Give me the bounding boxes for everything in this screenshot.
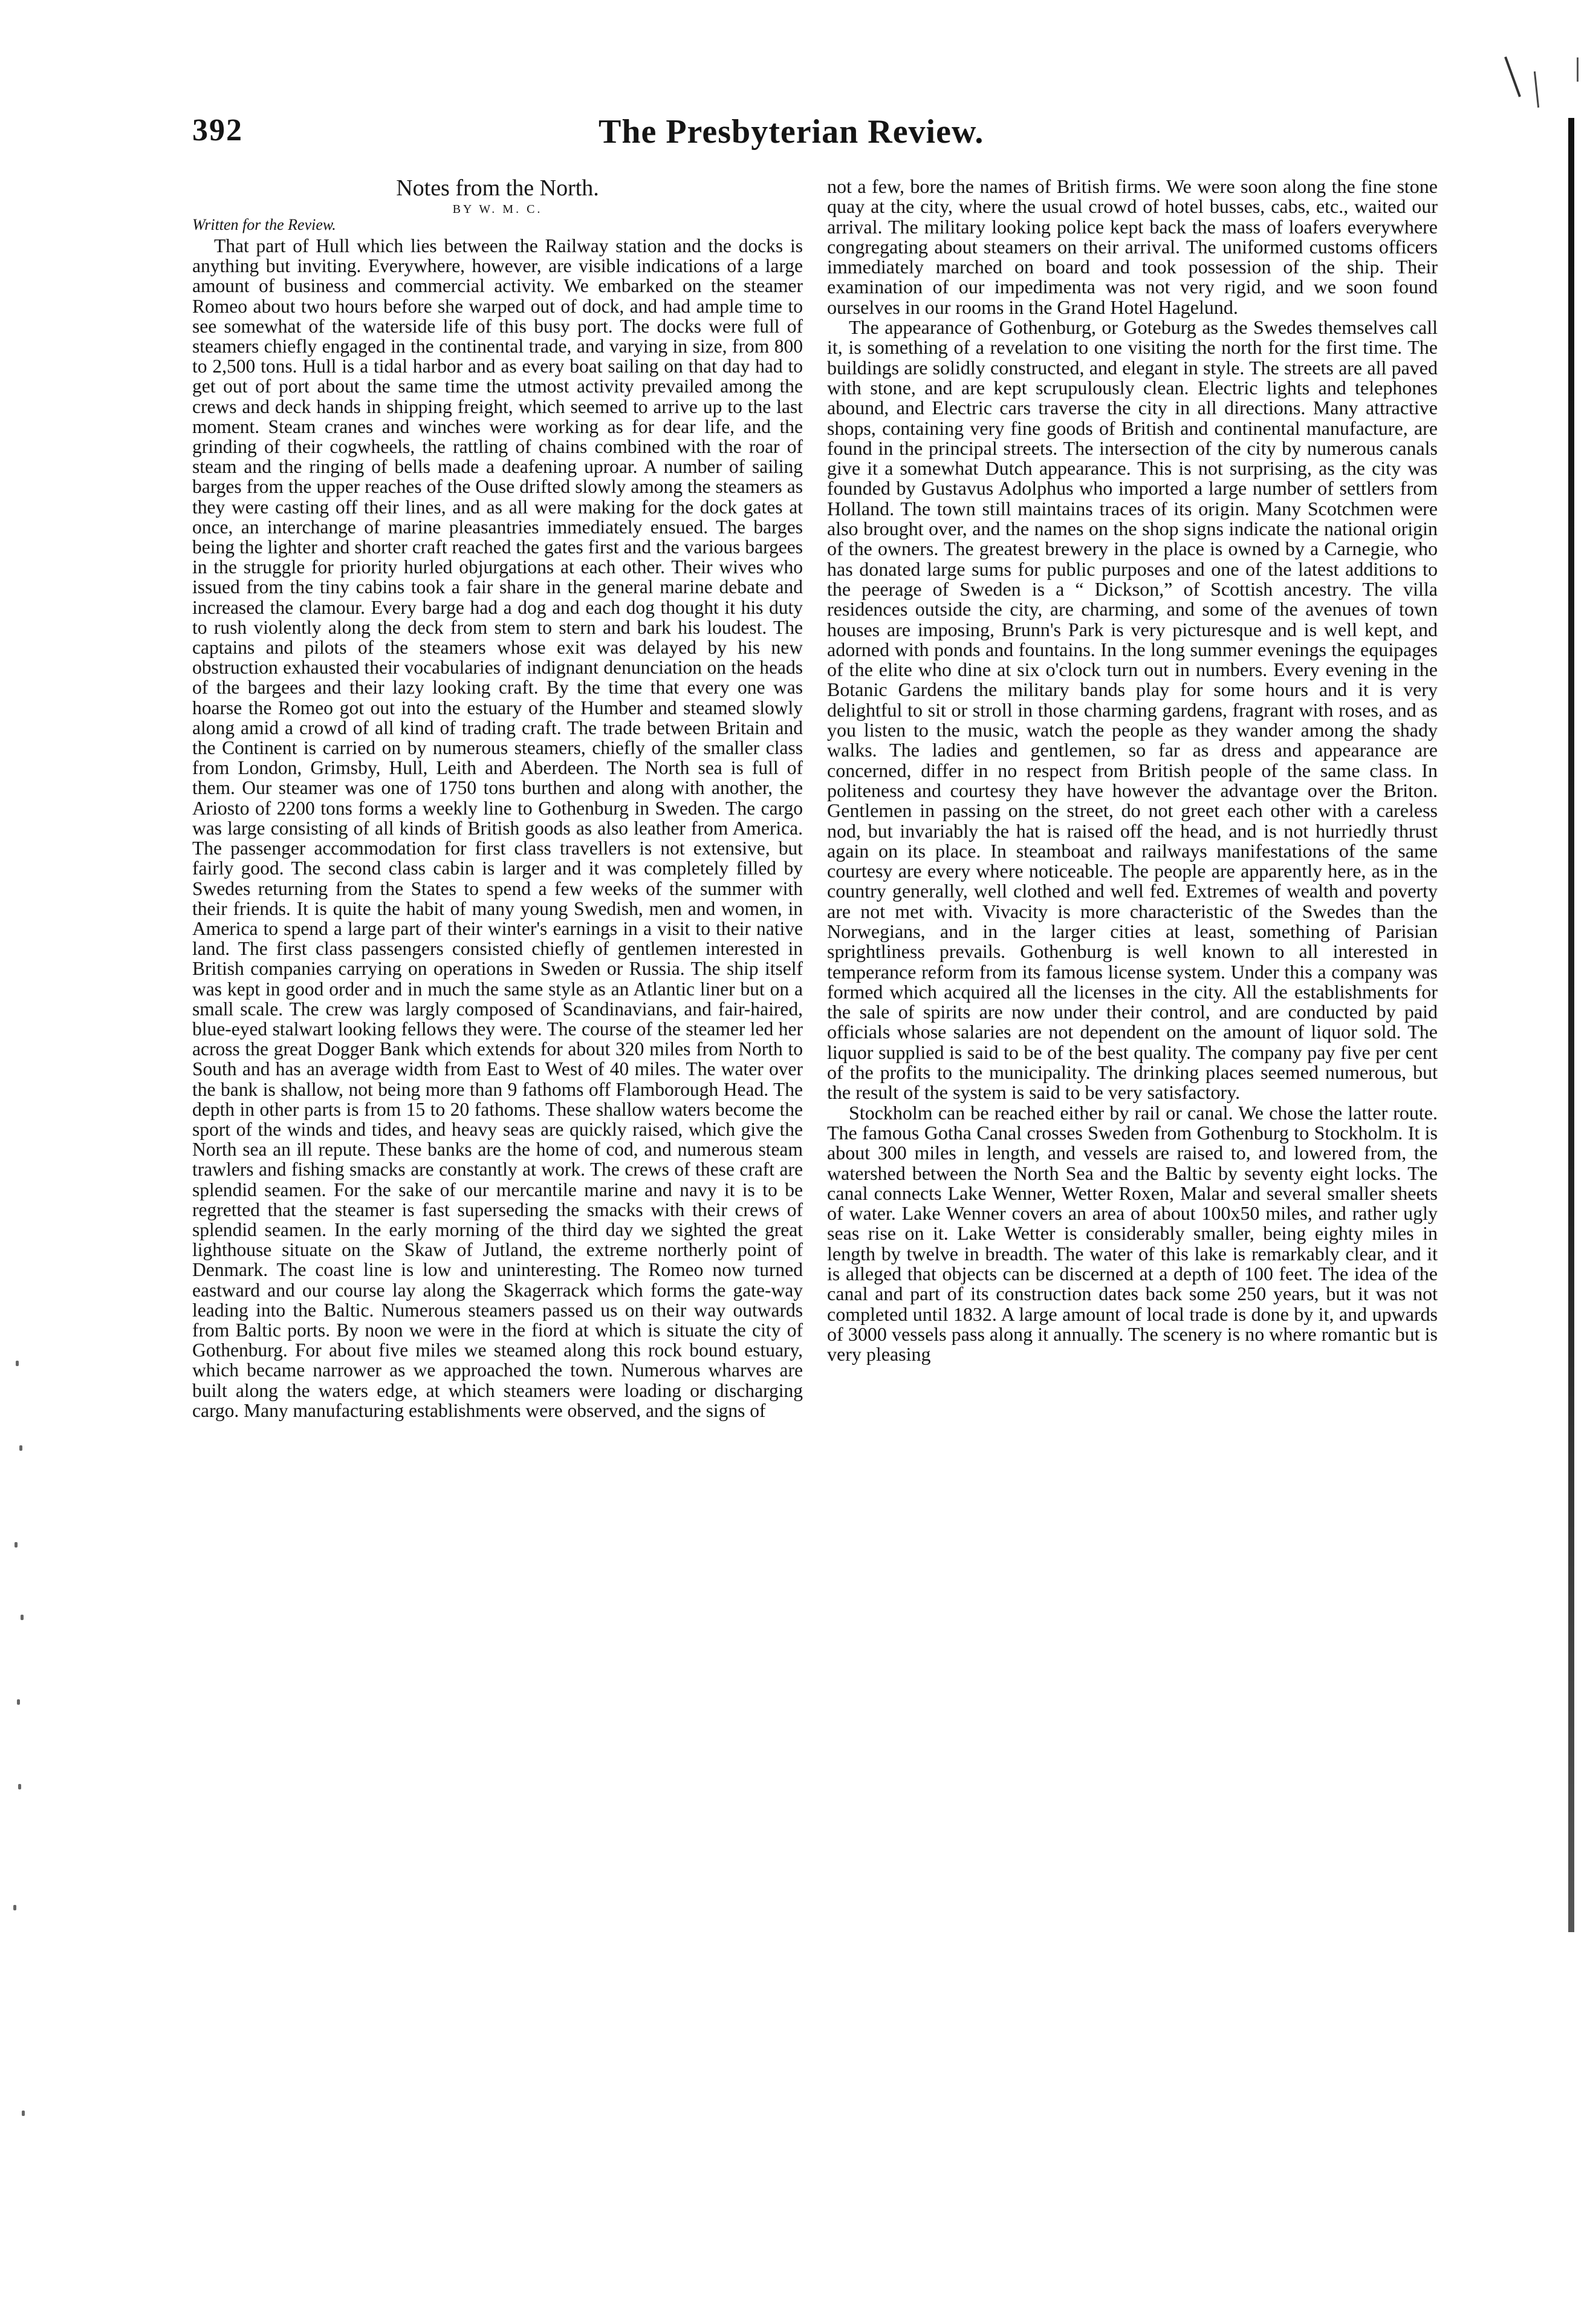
speck	[19, 1445, 22, 1451]
scan-mark	[1504, 56, 1521, 97]
written-for-note: Written for the Review.	[192, 216, 336, 233]
paragraph: Stockholm can be reached either by rail or canal. We chose the latter route. The famous Gotha Canal crosses Sweden from Gothenburg to Stockholm. It is about 300 miles in length, and vessels are raised to, and lowered from, the watershed between the North Sea and the Baltic by seventy eight locks. The canal connects Lake Wenner, Wetter Roxen, Malar and several smaller sheets of water. Lake Wenner covers an area of about 100x50 miles, and rather ugly seas rise on it. Lake Wetter is considerably smaller, being eighty miles in length by twelve in breadth. The water of this lake is remarkably clear, and it is alleged that objects can be discerned at a depth of 100 feet. The idea of the canal and part of its construction dates back some 250 years, but it was not completed until 1832. A large amount of local trade is done by it, and upwards of 3000 vessels pass along it annually. The scenery is no where romantic but is very pleasing	[827, 1101, 1438, 1365]
scan-mark	[1534, 71, 1539, 108]
speck	[22, 2111, 25, 2116]
article-title: Notes from the North.	[396, 175, 599, 201]
running-title: The Presbyterian Review.	[599, 113, 984, 151]
speck	[15, 1542, 18, 1548]
paragraph: The appearance of Gothenburg, or Goteburg as the Swedes themselves call it, is something of a revelation to one visiting the north for the first time. The buildings are solidly constructed, and elegant in style. The streets are all paved with stone, and are kept scrupulously clean. Electric lights and telephones abound, and Electric cars traverse the city in all directions. Many attractive shops, containing very fine goods of British and continental manufacture, are found in the principal streets. The intersection of the city by numerous canals give it a somewhat Dutch appearance. This is not surprising, as the city was founded by Gustavus Adolphus who imported a large number of settlers from Holland. The town still maintains traces of its origin. Many Scotchmen were also brought over, and the names on the shop signs indicate the national origin of the owners. The greatest brewery in the place is owned by a Carnegie, who has donated large sums for public purposes and one of the latest additions to the peerage of Sweden is a “ Dickson,” of Scottish ancestry. The villa residences outside the city, are charming, and some of the avenues of town houses are imposing, Brunn's Park is very picturesque and is well kept, and adorned with ponds and fountains. In the long summer evenings the equipages of the elite who dine at six o'clock turn out in numbers. Every evening in the Botanic Gardens the military bands play for some hours and it is very delightful to sit or stroll in those charming gardens, fragrant with roses, and as you listen to the music, watch the people as they wander among the shady walks. The ladies and gentlemen, so far as dress and appearance are concerned, differ in no respect from British people of the same class. In politeness and courtesy they have however the advantage over the Briton. Gentlemen in passing on the street, do not greet each other with a careless nod, but invariably the hat is raised off the head, and is not hurriedly thrust again on its place. In steamboat and railways manifestations of the same courtesy are every where noticeable. The people are apparently here, as in the country generally, well clothed and well fed. Extremes of wealth and poverty are not met with. Vivacity is more characteristic of the Swedes than the Norwegians, and in the larger cities at least, something of Parisian sprightliness prevails. Gothenburg is well known to all interested in temperance reform from its famous license system. Under this a company was formed which acquired all the licenses in the city. All the establishments for the sale of spirits are now under their control, and are conducted by paid officials whose salaries are not dependent on the amount of liquor sold. The liquor supplied is said to be of the best quality. The company pay five per cent of the profits to the municipality. The drinking places seemed numerous, but the result of the system is said to be very satisfactory.	[827, 316, 1438, 1104]
page-edge-shadow	[1568, 118, 1574, 1932]
page-number: 392	[192, 113, 243, 148]
left-column	[192, 175, 803, 1421]
speck	[18, 1784, 21, 1789]
speck	[16, 1361, 19, 1366]
margin-speckles	[11, 1361, 35, 2147]
paragraph: That part of Hull which lies between the Railway station and the docks is anything but inviting. Everywhere, however, are visible indications of a large amount of business and commercial activity. We embarked on the steamer Romeo about two hours before she warped out of dock, and had ample time to see somewhat of the waterside life of this busy port. The docks were full of steamers chiefly engaged in the continental trade, and varying in size, from 800 to 2,500 tons. Hull is a tidal harbor and as every boat sailing on that day had to get out of port about the same time the utmost activity prevailed among the crews and deck hands in shipping freight, which seemed to arrive up to the last moment. Steam cranes and winches were working as for dear life, and the grinding of their cogwheels, the rattling of chains combined with the roar of steam and the ringing of bells made a deafening uproar. A number of sailing barges from the upper reaches of the Ouse drifted slowly among the steamers as they were casting off their lines, and as all were making for the dock gates at once, an interchange of marine pleasantries immediately ensued. The barges being the lighter and shorter craft reached the gates first and the various bargees in the struggle for priority hurled objurgations at each other. Their wives who issued from the tiny cabins took a fair share in the general marine debate and increased the clamour. Every barge had a dog and each dog thought it his duty to rush violently along the deck from stem to stern and bark his loudest. The captains and pilots of the steamers whose exit was delayed by his new obstruction exhausted their vocabularies of indignant denunciation on the heads of the bargees and their lazy looking craft. By the time that every one was hoarse the Romeo got out into the estuary of the Humber and steamed slowly along amid a crowd of all kind of trading craft. The trade between Britain and the Continent is carried on by numerous steamers, chiefly of the smaller class from London, Grimsby, Hull, Leith and Aberdeen. The North sea is full of them. Our steamer was one of 1750 tons burthen and along with another, the Ariosto of 2200 tons forms a weekly line to Gothenburg in Sweden. The cargo was large consisting of all kinds of British goods as also leather from America. The passenger accommodation for first class travellers is not extensive, but fairly good. The second class cabin is larger and it was completely filled by Swedes returning from the States to spend a few weeks of the summer with their friends. It is quite the habit of many young Swedish, men and women, in America to spend a large part of their winter's earnings in a visit to their native land. The first class passengers consisted chiefly of gentlemen interested in British companies carrying on operations in Sweden or Russia. The ship itself was kept in good order and in much the same style as an Atlantic liner but on a small scale. The crew was largly composed of Scandinavians, and fair-haired, blue-eyed stalwart looking fellows they were. The course of the steamer led her across the great Dogger Bank which extends for about 320 miles from North to South and has an average width from East to West of 40 miles. The water over the bank is shallow, not being more than 9 fathoms off Flamborough Head. The depth in other parts is from 15 to 20 fathoms. These shallow waters become the sport of the winds and tides, and heavy seas are quickly raised, which give the North sea an ill repute. These banks are the home of cod, and numerous steam trawlers and fishing smacks are constantly at work. The crews of these craft are splendid seamen. For the sake of our mercantile marine and navy it is to be regretted that the steamer is fast superseding the smacks with their crews of splendid seamen. In the early morning of the third day we sighted the great lighthouse situate on the Skaw of Jutland, the extreme northerly point of Denmark. The coast line is low and uninteresting. The Romeo now turned eastward and our course lay along the Skagerrack which forms the gate-way leading into the Baltic. Numerous steamers passed us on their way outwards from Baltic ports. By noon we were in the fiord at which is situate the city of Gothenburg. For about five miles we steamed along this rock bound estuary, which became narrower as we approached the town. Numerous wharves are built along the waters edge, at which steamers were loading or discharging cargo. Many manufacturing establishments were observed, and the signs of	[192, 235, 803, 1421]
speck	[17, 1699, 20, 1705]
paragraph: not a few, bore the names of British firms. We were soon along the fine stone quay at the city, where the usual crowd of hotel busses, cabs, etc., waited our arrival. The military looking police kept back the mass of loafers everywhere congregating about steamers on their arrival. The uniformed customs officers immediately marched on board and took possession of the ship. Their examination of our impedimenta was not very rigid, and we soon found ourselves in our rooms in the Grand Hotel Hagelund.	[827, 175, 1438, 318]
byline: BY W. M. C.	[452, 203, 543, 216]
scan-mark	[1577, 57, 1579, 82]
speck	[21, 1615, 24, 1620]
right-column	[827, 177, 1438, 1365]
speck	[13, 1905, 16, 1910]
